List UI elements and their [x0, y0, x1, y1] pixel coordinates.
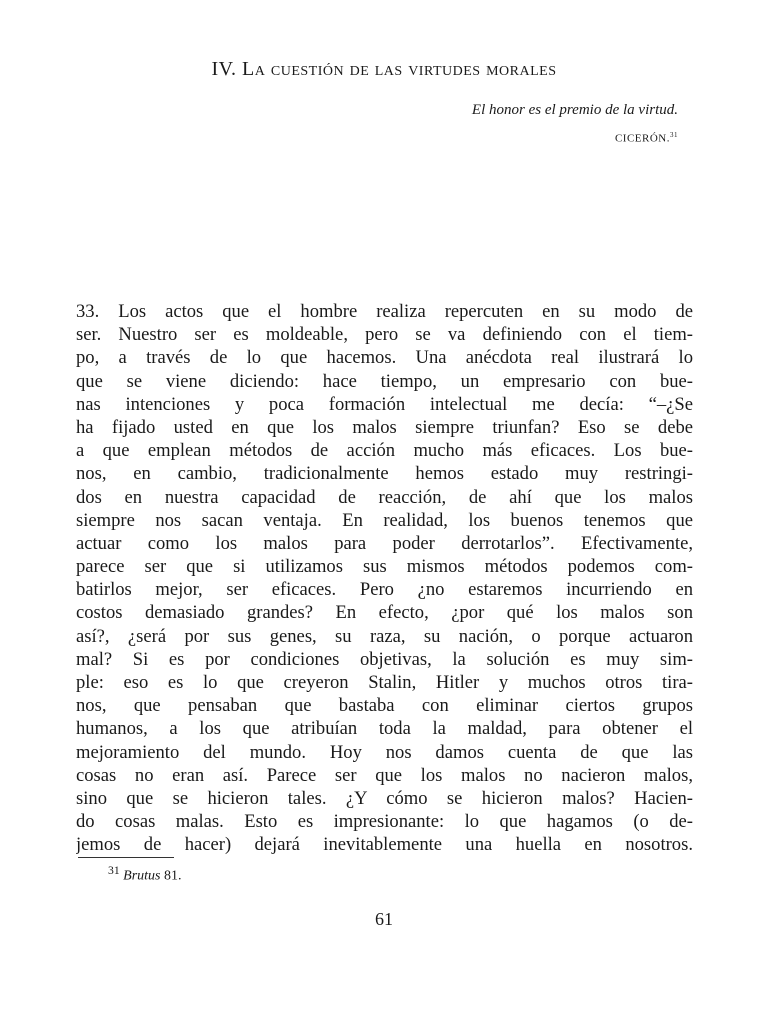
text-line: humanos, a los que atribuían toda la maldad, para obtener el: [76, 718, 693, 740]
body-paragraph: [76, 300, 693, 857]
text-line: ser. Nuestro ser es moldeable, pero se va definiendo con el tiem-: [76, 324, 693, 346]
text-line: mejoramiento del mundo. Hoy nos damos cuenta de que las: [76, 741, 693, 763]
text-line: siempre nos sacan ventaja. En realidad, los buenos tenemos que: [76, 509, 693, 531]
footnote-work: Brutus: [123, 868, 161, 884]
text-line: que se viene diciendo: hace tiempo, un empresario con bue-: [76, 370, 693, 392]
text-line: mal? Si es por condiciones objetivas, la solución es muy sim-: [76, 648, 693, 670]
epigraph-author: [615, 131, 678, 145]
text-line: jemos de hacer) dejará inevitablemente una huella en nosotros.: [76, 834, 693, 856]
text-line: do cosas malas. Esto es impresionante: lo que hagamos (o de-: [76, 811, 693, 833]
text-line: ple: eso es lo que creyeron Stalin, Hitler y muchos otros tira-: [76, 672, 693, 693]
text-line: parece ser que si utilizamos sus mismos métodos podemos com-: [76, 556, 693, 578]
footnote-number: 31: [108, 864, 120, 877]
text-line: cosas no eran así. Parece ser que los malos no nacieron malos,: [76, 764, 693, 786]
text-line: ha fijado usted en que los malos siempre triunfan? Eso se debe: [76, 416, 693, 438]
epigraph-quote: El honor es el premio de la virtud.: [471, 102, 678, 118]
text-line: actuar como los malos para poder derrotarlos”. Efectivamente,: [76, 532, 693, 554]
text-line: 33. Los actos que el hombre realiza repercuten en su modo de: [76, 301, 693, 322]
text-line: dos en nuestra capacidad de reacción, de ahí que los malos: [76, 486, 693, 508]
text-line: a que emplean métodos de acción mucho más eficaces. Los bue-: [76, 440, 693, 462]
text-line: nos, que pensaban que bastaba con eliminar ciertos grupos: [76, 695, 693, 717]
text-line: po, a través de lo que hacemos. Una anécdota real ilustrará lo: [76, 347, 693, 369]
text-line: batirlos mejor, ser eficaces. Pero ¿no estaremos incurriendo en: [76, 579, 693, 601]
epigraph-author-name: CICERÓN.: [614, 132, 670, 145]
text-line: nos, en cambio, tradicionalmente hemos estado muy restringi-: [76, 463, 693, 485]
footnote-reference: 31: [670, 131, 678, 139]
page-number: 61: [375, 909, 393, 929]
footnote: [108, 864, 182, 885]
text-line: sino que se hicieron tales. ¿Y cómo se hicieron malos? Hacien-: [76, 787, 693, 809]
text-line: así?, ¿será por sus genes, su raza, su nación, o porque actuaron: [76, 625, 693, 647]
text-line: nas intenciones y poca formación intelectual me decía: “–¿Se: [76, 393, 693, 415]
text-line: costos demasiado grandes? En efecto, ¿por qué los malos son: [76, 602, 693, 624]
footnote-divider: [78, 857, 174, 858]
chapter-title: IV. La cuestión de las virtudes morales: [211, 58, 557, 80]
footnote-ref: 81.: [164, 868, 182, 884]
